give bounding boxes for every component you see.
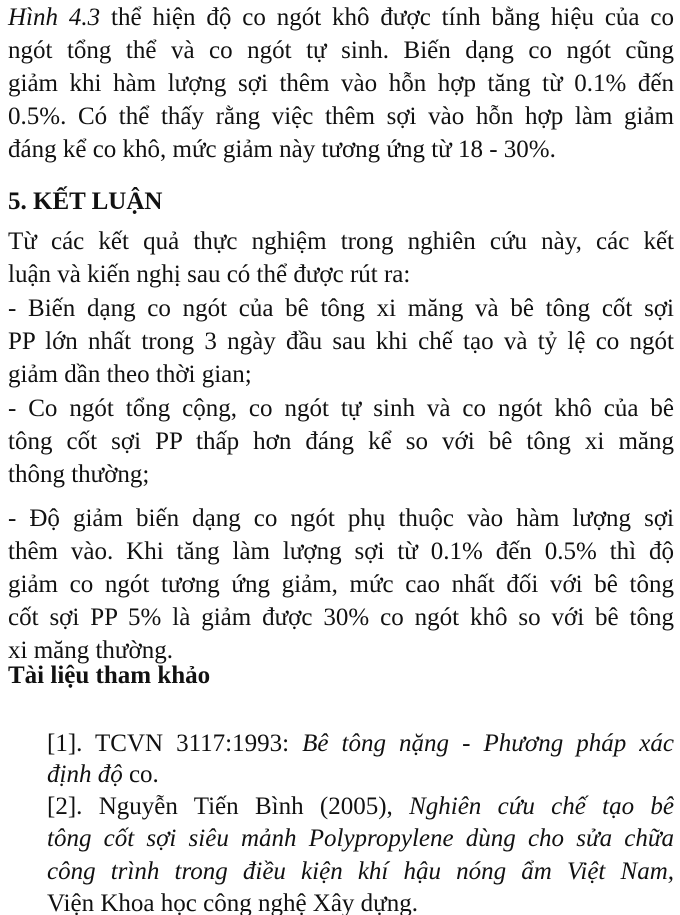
text: thể hiện độ co ngót khô được tính bằng hiệu của co (100, 4, 675, 31)
paragraph-line: - Độ giảm biến dạng co ngót phụ thuộc vào hàm lượng sợi (8, 505, 674, 532)
paragraph-line: giảm co ngót tương ứng giảm, mức cao nhất đối với bê tông (8, 571, 674, 598)
paragraph-line: ngót tổng thể và co ngót tự sinh. Biến dạng co ngót cũng (8, 37, 674, 64)
paragraph-line: đáng kể co khô, mức giảm này tương ứng từ 18 - 30%. (8, 136, 556, 163)
text: co. (122, 761, 159, 788)
paragraph-line: - Biến dạng co ngót của bê tông xi măng và bê tông cốt sợi (8, 295, 674, 322)
paragraph-line: cốt sợi PP 5% là giảm được 30% co ngót khô so với bê tông (8, 604, 674, 631)
reference-publisher: Viện Khoa học công nghệ Xây dựng. (47, 890, 418, 915)
reference-title: Bê tông nặng - Phương pháp xác (302, 730, 674, 757)
paragraph-line: luận và kiến nghị sau có thể được rút ra: (8, 261, 411, 288)
figure-reference: Hình 4.3 (8, 4, 101, 31)
reference-source: [1]. TCVN 3117:1993: (47, 730, 303, 757)
paragraph-line: 0.5%. Có thể thấy rằng việc thêm sợi vào hỗn hợp làm giảm (8, 103, 674, 130)
paragraph-line: - Co ngót tổng cộng, co ngót tự sinh và co ngót khô của bê (8, 395, 674, 422)
reference-title: Nghiên cứu chế tạo bê (409, 793, 674, 820)
reference-item-1 (47, 728, 674, 760)
paragraph-line: PP lớn nhất trong 3 ngày đầu sau khi chế tạo và tỷ lệ co ngót (8, 328, 674, 355)
reference-title-line: tông cốt sợi siêu mảnh Polypropylene dùng cho sửa chữa (47, 825, 674, 852)
paragraph-line: tông cốt sợi PP thấp hơn đáng kể so với bê tông xi măng (8, 428, 674, 455)
paragraph-line: xi măng thường. (8, 637, 173, 664)
reference-source: [2]. Nguyễn Tiến Bình (2005), (47, 793, 410, 820)
paragraph-line (8, 2, 674, 34)
references-heading: Tài liệu tham khảo (8, 662, 211, 689)
paragraph-line: Từ các kết quả thực nghiệm trong nghiên cứu này, các kết (8, 228, 674, 255)
reference-title: định độ (47, 761, 123, 788)
paragraph-line: giảm khi hàm lượng sợi thêm vào hỗn hợp tăng từ 0.1% đến (8, 70, 674, 97)
reference-item-2 (47, 791, 674, 823)
paragraph-line: thêm vào. Khi tăng làm lượng sợi từ 0.1% đến 0.5% thì độ (8, 538, 674, 565)
reference-title-line: công trình trong điều kiện khí hậu nóng ẩm Việt Nam, (47, 858, 674, 885)
paragraph-line: thông thường; (8, 461, 150, 488)
section-heading: 5. KẾT LUẬN (8, 188, 163, 215)
paragraph-line: giảm dần theo thời gian; (8, 361, 252, 388)
reference-item-1-cont (47, 759, 674, 791)
